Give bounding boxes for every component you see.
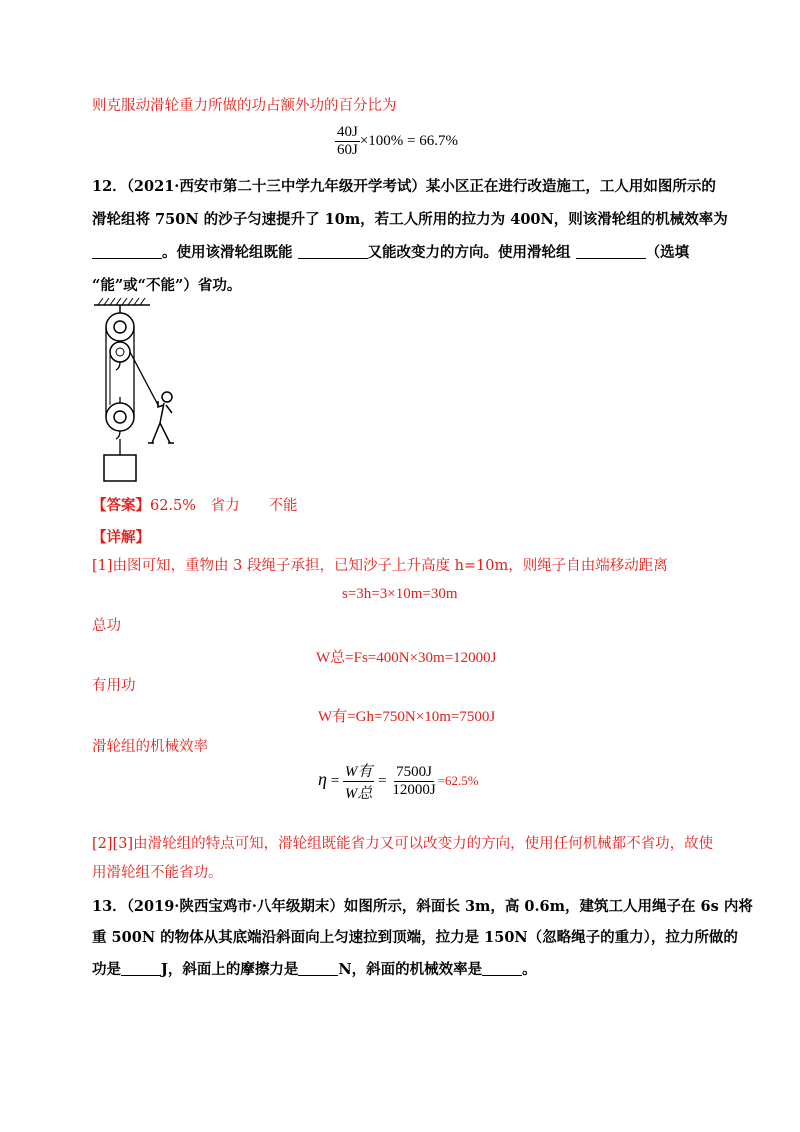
q12-line4: “能”或“不能”）省功。 [92,277,242,294]
q13-line3-a: 功是 [92,961,121,978]
efficiency-label: 滑轮组的机械效率 [92,739,208,755]
q12-blank-1 [92,244,162,259]
eta-symbol: η [318,768,327,789]
q13-line3-d: 。 [522,961,537,978]
q12-answer [92,496,298,516]
q12-line2: 滑轮组将 750N 的沙子匀速提升了 10m，若工人所用的拉力为 400N，则该滑轮组的机械效率为 [92,211,728,228]
answer-label: 【答案】 [92,497,150,514]
detail-step-2-line2: 用滑轮组不能省功。 [92,865,223,881]
q12-source: （2021·西安市第二十三中学九年级开学考试） [126,178,426,195]
q13-blank-3 [482,961,522,976]
eq-numerator: 40J [337,124,358,140]
worker-figure [148,392,174,443]
q13-number: 13． [92,898,127,915]
eq-efficiency: η = $\frac{\text{W有}}{\text{W总}}$ = $\frac{7500J}{12000J}$ =62.5% [318,760,479,803]
eta-numerator: 7500J [396,764,432,780]
prev-intro-text: 则克服动滑轮重力所做的功占额外功的百分比为 [92,98,397,114]
q13-line3-b: J，斜面上的摩擦力是 [161,961,299,978]
answer-text: 62.5% 省力 不能 [150,498,298,514]
eq-denominator: 60J [337,142,358,158]
q12-blank-2 [298,244,368,259]
detail-label: 【详解】 [92,529,150,546]
q13-blank-1 [121,961,161,976]
detail-step-1: [1]由图可知，重物由 3 段绳子承担，已知沙子上升高度 h=10m，则绳子自由端移动距离 [92,558,668,574]
q13-line1 [92,897,753,917]
q12-line3-b: 又能改变力的方向。使用滑轮组 [367,244,571,261]
q12-line3-c: （选填 [645,244,690,261]
eq-total-work: W总=Fs=400N×30m=12000J [316,650,497,666]
q12-blank-3 [576,244,646,259]
eq-distance: s=3h=3×10m=30m [342,586,458,602]
load-box [104,455,136,481]
q13-line3-c: N，斜面的机械效率是 [338,961,483,978]
q13-line1-rest: 如图所示，斜面长 3m，高 0.6m，建筑工人用绳子在 6s 内将 [343,898,753,915]
q12-line3 [92,243,689,263]
q12-line1 [92,177,716,197]
eta-denominator: 12000J [392,782,436,798]
eq-rest: ×100% = 66.7% [359,132,459,149]
total-work-label: 总功 [92,618,121,634]
eta-num-symbol: W有 [343,760,375,782]
q13-line3 [92,960,537,980]
pulley-system-figure [92,295,192,490]
q12-line3-a: 。使用该滑轮组既能 [162,244,293,261]
detail-step-2-line1: [2][3]由滑轮组的特点可知，滑轮组既能省力又可以改变力的方向，使用任何机械都不省功，故使 [92,836,714,852]
q12-line1-rest: 某小区正在进行改造施工，工人用如图所示的 [425,178,716,195]
useful-work-label: 有用功 [92,678,136,694]
q13-source: （2019·陕西宝鸡市·八年级期末） [126,898,344,915]
q13-line2: 重 500N 的物体从其底端沿斜面向上匀速拉到顶端，拉力是 150N（忽略绳子的重力），拉力所做的 [92,929,738,946]
q12-number: 12． [92,178,127,195]
eta-result: =62.5% [437,772,479,788]
eta-den-symbol: W总 [344,786,373,802]
eq-useful-work: W有=Gh=750N×10m=7500J [318,709,496,725]
prev-percentage-equation [335,124,458,159]
q13-blank-2 [298,961,338,976]
